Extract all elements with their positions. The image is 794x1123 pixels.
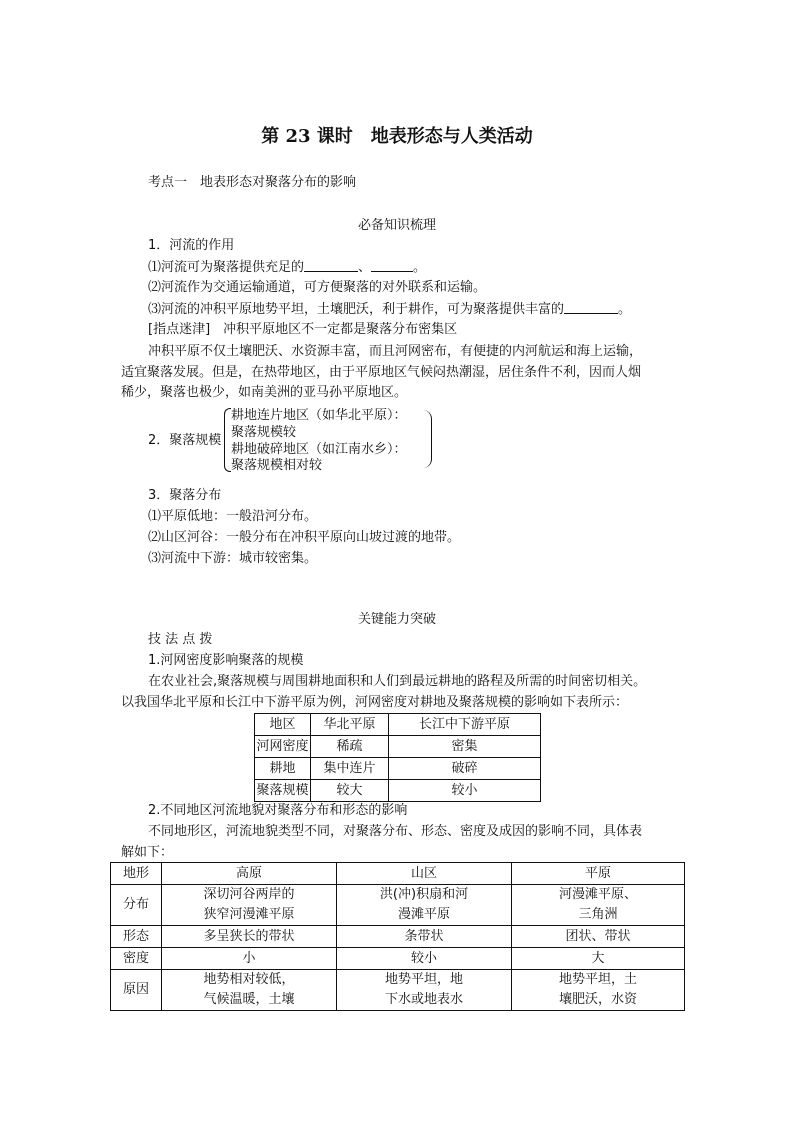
table-cell: 集中连片 <box>311 758 389 780</box>
cell-line: 地势平坦，地 <box>384 972 463 987</box>
table-cell <box>162 885 337 926</box>
tip-line: 稀少，聚落也极少，如南美洲的亚马孙平原地区。 <box>121 385 408 400</box>
table-cell: 大 <box>512 948 685 970</box>
table-row <box>111 970 685 1011</box>
paragraph-line: 以我国华北平原和长江中下游平原为例，河网密度对耕地及聚落规模的影响如下表所示： <box>121 695 629 710</box>
section-heading-knowledge: 必备知识梳理 <box>357 218 436 233</box>
tip-label: [指点迷津] 冲积平原地区不一定都是聚落分布密集区 <box>148 322 458 337</box>
item-text: ⑶河流的冲积平原地势平坦，土壤肥沃，利于耕作，可为聚落提供丰富的 <box>148 302 565 317</box>
table-row <box>111 885 685 926</box>
skill-heading: 技 法 点 拨 <box>148 632 213 647</box>
cell-line: 地势平坦，土 <box>558 972 637 987</box>
section-heading-ability: 关键能力突破 <box>357 612 436 627</box>
table-row <box>255 780 541 802</box>
table-row <box>255 758 541 780</box>
table-cell: 聚落规模 <box>255 780 311 802</box>
distribution-item: ⑵山区河谷：一般分布在冲积平原向山坡过渡的地带。 <box>148 530 461 545</box>
cell-line: 洪(冲)积扇和河 <box>379 887 469 902</box>
landform-settlement-table <box>110 862 685 1011</box>
table-cell <box>162 970 337 1011</box>
paragraph-line: 在农业社会,聚落规模与周围耕地面积和人们到最远耕地的路程及所需的时间密切相关。 <box>148 674 647 689</box>
table-row <box>111 926 685 948</box>
scale-item: 聚落规模较 <box>231 425 297 440</box>
cell-line: 河漫滩平原、 <box>558 887 637 902</box>
table-row <box>255 736 541 758</box>
cell-line: 狭窄河漫滩平原 <box>203 907 295 922</box>
header-cell: 华北平原 <box>311 714 389 736</box>
table-cell: 分布 <box>111 885 162 926</box>
table-cell <box>512 885 685 926</box>
paragraph-line: 解如下： <box>121 845 174 860</box>
tip-line: 冲积平原不仅土壤肥沃、水资源丰富，而且河网密布，有便捷的内河航运和海上运输， <box>148 344 643 359</box>
distribution-item: ⑶河流中下游：城市较密集。 <box>148 551 318 566</box>
table-cell: 耕地 <box>255 758 311 780</box>
cell-line: 气候温暖，土壤 <box>203 992 295 1007</box>
cell-line: 三角洲 <box>578 907 618 922</box>
header-cell: 高原 <box>162 863 337 885</box>
river-role-item-2 <box>148 277 486 298</box>
table-cell: 较小 <box>389 780 541 802</box>
subheading-river-density: 1.河网密度影响聚落的规模 <box>148 653 304 668</box>
cell-line: 下水或地表水 <box>384 992 463 1007</box>
table-cell: 条带状 <box>337 926 512 948</box>
river-density-table <box>254 713 541 802</box>
table-header-row <box>111 863 685 885</box>
table-cell <box>512 970 685 1011</box>
header-cell: 地区 <box>255 714 311 736</box>
header-cell: 山区 <box>337 863 512 885</box>
header-cell: 平原 <box>512 863 685 885</box>
table-cell: 小 <box>162 948 337 970</box>
distribution-item: ⑴平原低地：一般沿河分布。 <box>148 509 318 524</box>
scale-item: 耕地连片地区（如华北平原）： <box>231 408 407 423</box>
table-cell: 河网密度 <box>255 736 311 758</box>
table-cell: 破碎 <box>389 758 541 780</box>
scale-label: 2．聚落规模 <box>148 433 222 448</box>
cell-line: 壤肥沃，水资 <box>558 992 637 1007</box>
table-cell: 密度 <box>111 948 162 970</box>
subheading-landform: 2.不同地区河流地貌对聚落分布和形态的影响 <box>148 803 408 818</box>
item-text: ⑵河流作为交通运输通道，可方便聚落 <box>148 280 370 295</box>
item-text: ⑴河流可为聚落提供充足的 <box>148 260 305 275</box>
fill-blank[interactable] <box>304 257 358 272</box>
header-cell: 长江中下游平原 <box>389 714 541 736</box>
scale-item: 耕地破碎地区（如江南水乡）： <box>231 442 407 457</box>
river-role-heading: 1．河流的作用 <box>148 238 235 253</box>
table-cell: 较小 <box>337 948 512 970</box>
scale-item: 聚落规模相对较 <box>231 458 323 473</box>
cell-line: 地势相对较低， <box>203 972 295 987</box>
river-role-item-1 <box>148 257 426 278</box>
table-cell: 密集 <box>389 736 541 758</box>
table-cell: 形态 <box>111 926 162 948</box>
page-title: 第 23 课时 地表形态与人类活动 <box>261 126 533 147</box>
table-cell: 原因 <box>111 970 162 1011</box>
distribution-heading: 3．聚落分布 <box>148 488 222 503</box>
table-cell: 较大 <box>311 780 389 802</box>
table-cell: 团状、带状 <box>512 926 685 948</box>
fill-blank[interactable] <box>371 257 413 272</box>
tip-line: 适宜聚落发展。但是，在热带地区，由于平原地区气候闷热潮湿，居住条件不利，因而人烟 <box>121 365 642 380</box>
table-cell: 稀疏 <box>311 736 389 758</box>
table-cell <box>337 970 512 1011</box>
paragraph-line: 不同地形区，河流地貌类型不同，对聚落分布、形态、密度及成因的影响不同，具体表 <box>148 824 643 839</box>
cell-line: 漫滩平原 <box>397 907 450 922</box>
cell-line: 深切河谷两岸的 <box>203 887 295 902</box>
right-brace <box>423 410 432 468</box>
period: 。 <box>618 302 632 317</box>
fill-blank[interactable] <box>564 299 618 314</box>
topic-heading: 考点一 地表形态对聚落分布的影响 <box>148 175 357 190</box>
table-row <box>111 948 685 970</box>
item-text: 的对外联系和运输。 <box>369 280 487 295</box>
river-role-item-3 <box>148 299 631 320</box>
table-header-row <box>255 714 541 736</box>
period: 。 <box>413 260 427 275</box>
table-cell <box>337 885 512 926</box>
header-cell: 地形 <box>111 863 162 885</box>
table-cell: 多呈狭长的带状 <box>162 926 337 948</box>
left-brace <box>224 408 231 472</box>
separator: 、 <box>358 260 372 275</box>
